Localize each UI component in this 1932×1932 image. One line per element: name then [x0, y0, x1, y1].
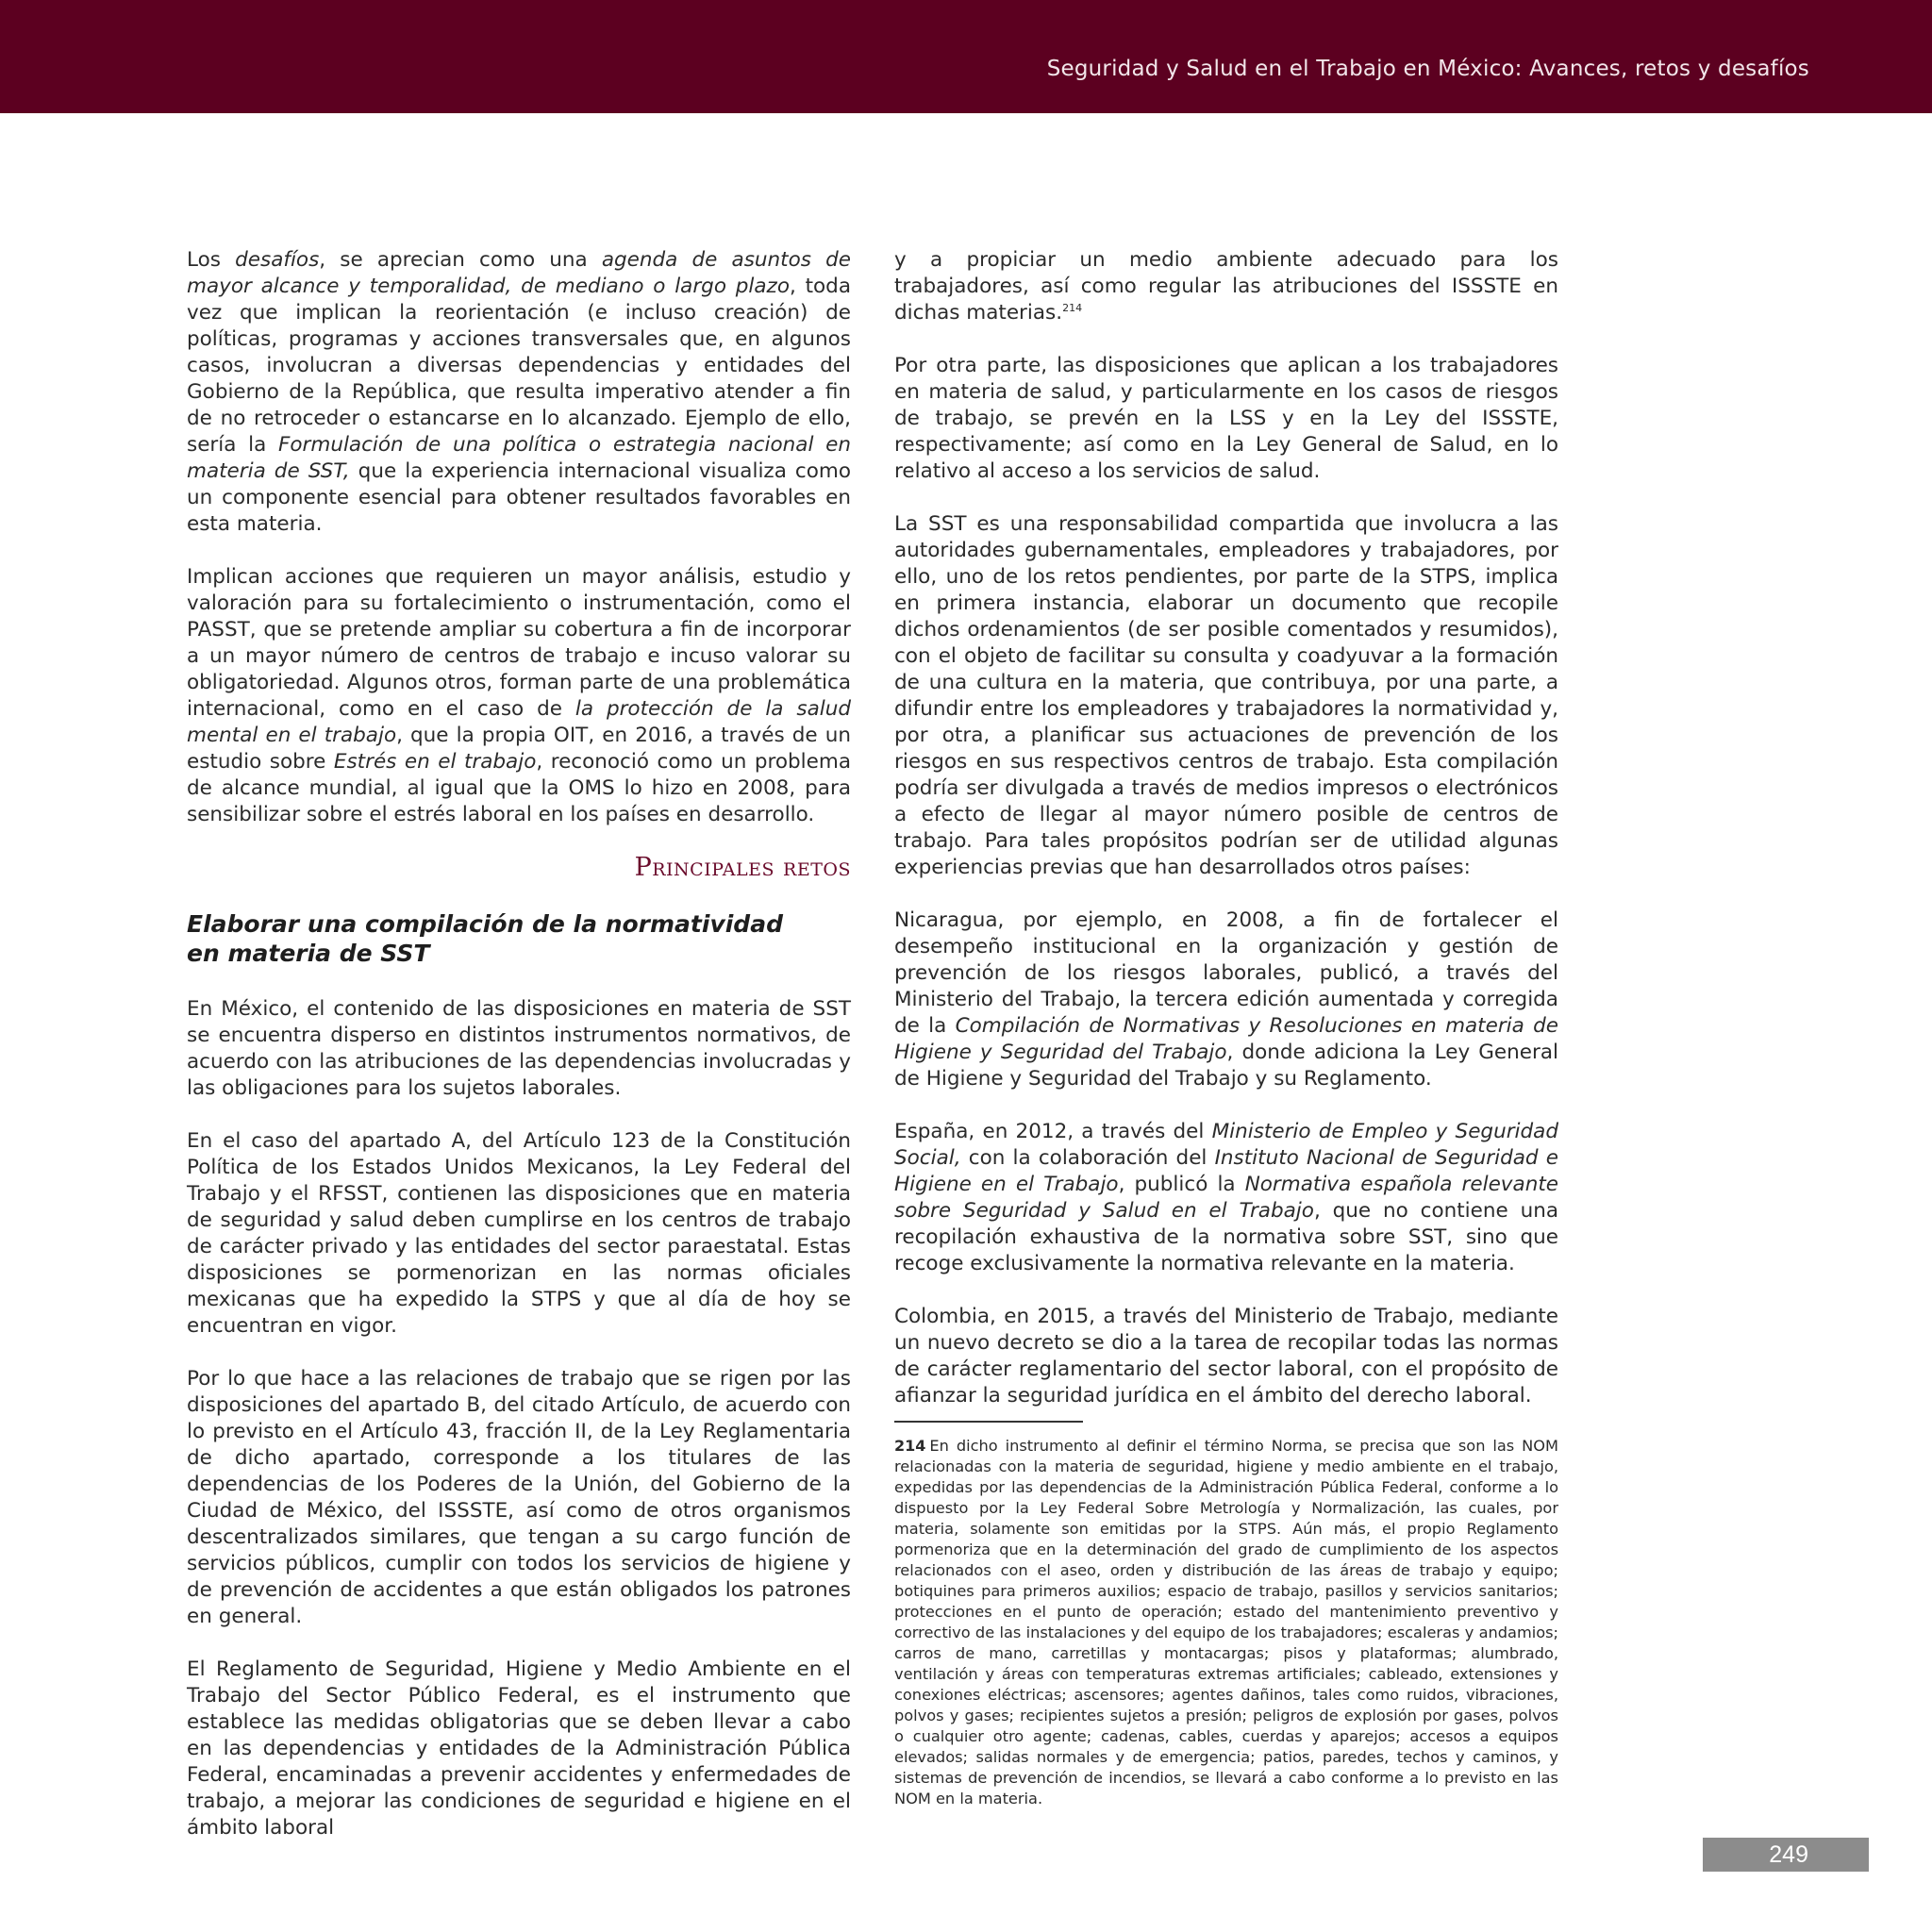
sub-heading [187, 909, 851, 968]
running-header-title: Seguridad y Salud en el Trabajo en México: Avances, retos y desafíos [1046, 57, 1809, 81]
footnote-divider [894, 1421, 1083, 1423]
footnote-number: 214 [894, 1437, 926, 1455]
paragraph: Los desafíos, se aprecian como una agenda de asuntos de mayor alcance y temporalidad, de mediano o largo plazo, toda vez que implican la reorientación (e incluso creación) de políticas, programas y acciones transversales que, en algunos casos, involucran a diversas dependencias y entidades del Gobierno de la República, que resulta imperativo atender a fin de no retroceder o estancarse en lo alcanzado. Ejemplo de ello, sería la Formulación de una política o estrategia nacional en materia de SST, que la experiencia internacional visualiza como un componente esencial para obtener resultados favorables en esta materia. [187, 248, 852, 536]
paragraph: España, en 2012, a través del Ministerio de Empleo y Seguridad Social, con la colaboración del Instituto Nacional de Seguridad e Higiene en el Trabajo, publicó la Normativa española relevante sobre Seguridad y Salud en el Trabajo, que no contiene una recopilación exhaustiva de la normativa sobre SST, sino que recoge exclusivamente la normativa relevante en la materia. [894, 1120, 1558, 1275]
paragraph: En el caso del apartado A, del Artículo 123 de la Constitución Política de los Estados Unidos Mexicanos, la Ley Federal del Trabajo y el RFSST, contienen las disposiciones que en materia de seguridad y salud deben cumplirse en los centros de trabajo de carácter privado y las entidades del sector paraestatal. Estas disposiciones se pormenorizan en las normas oficiales mexicanas que ha expedido la STPS y que al día de hoy se encuentran en vigor. [187, 1129, 851, 1338]
section-heading: Principales retos [634, 853, 851, 882]
paragraph: Por lo que hace a las relaciones de trabajo que se rigen por las disposiciones del apartado B, del citado Artículo, de acuerdo con lo previsto en el Artículo 43, fracción II, de la Ley Reglamentaria de dicho apartado, corresponde a los titulares de las dependencias de los Poderes de la Unión, del Gobierno de la Ciudad de México, del ISSSTE, así como de otros organismos descentralizados similares, que tengan a su cargo función de servicios públicos, cumplir con todos los servicios de higiene y de prevención de accidentes a que están obligados los patrones en general. [187, 1367, 851, 1628]
paragraph: Colombia, en 2015, a través del Ministerio de Trabajo, mediante un nuevo decreto se dio a la tarea de recopilar todas las normas de carácter reglamentario del sector laboral, con el propósito de afianzar la seguridad jurídica en el ámbito del derecho laboral. [894, 1305, 1558, 1407]
footnote-reference[interactable]: 214 [1062, 301, 1083, 314]
paragraph: El Reglamento de Seguridad, Higiene y Medio Ambiente en el Trabajo del Sector Público Federal, es el instrumento que establece las medidas obligatorias que se deben llevar a cabo en las dependencias y entidades de la Administración Pública Federal, encaminadas a prevenir accidentes y enfermedades de trabajo, a mejorar las condiciones de seguridad e higiene en el ámbito laboral [187, 1657, 851, 1840]
paragraph: Implican acciones que requieren un mayor análisis, estudio y valoración para su fortalecimiento o instrumentación, como el PASST, que se pretende ampliar su cobertura a fin de incorporar a un mayor número de centros de trabajo e incuso valorar su obligatoriedad. Algunos otros, forman parte de una problemática internacional, como en el caso de la protección de la salud mental en el trabajo, que la propia OIT, en 2016, a través de un estudio sobre Estrés en el trabajo, reconoció como un problema de alcance mundial, al igual que la OMS lo hizo en 2008, para sensibilizar sobre el estrés laboral en los países en desarrollo. [187, 565, 852, 826]
sub-heading-line: en materia de SST [187, 940, 430, 967]
footnote-text: En dicho instrumento al definir el término Norma, se precisa que son las NOM relacionadas con la materia de seguridad, higiene y medio ambiente en el trabajo, expedidas por las dependencias de la Administración Pública Federal, conforme a lo dispuesto por la Ley Federal Sobre Metrología y Normalización, las cuales, por materia, solamente son emitidas por la STPS. Aún más, el propio Reglamento pormenoriza que en la determinación del grado de cumplimiento de los aspectos relacionados con el aseo, orden y distribución de las áreas de trabajo y equipo; botiquines para primeros auxilios; espacio de trabajo, pasillos y servicios sanitarios; protecciones en el punto de operación; estado del mantenimiento preventivo y correctivo de las instalaciones y del equipo de los trabajadores; escaleras y andamios; carros de mano, carretillas y montacargas; pisos y plataformas; alumbrado, ventilación y áreas con temperaturas extremas artificiales; cableado, extensiones y conexiones eléctricas; ascensores; agentes dañinos, tales como ruidos, vibraciones, polvos y gases; recipientes sujetos a presión; peligros de explosión por gases, polvos o cualquier otro agente; cadenas, cables, cuerdas y aparejos; accesos a equipos elevados; salidas normales y de emergencia; patios, paredes, techos y caminos, y sistemas de prevención de incendios, se llevará a cabo conforme a lo previsto en las NOM en la materia. [894, 1437, 1558, 1807]
footnote [894, 1436, 1558, 1809]
page-number: 249 [1703, 1838, 1869, 1872]
header-band [0, 0, 1932, 113]
right-column [894, 247, 1558, 1809]
sub-heading-line: Elaborar una compilación de la normatividad [187, 910, 783, 938]
paragraph: En México, el contenido de las disposiciones en materia de SST se encuentra disperso en distintos instrumentos normativos, de acuerdo con las atribuciones de las dependencias involucradas y las obligaciones para los sujetos laborales. [187, 997, 851, 1100]
paragraph: Nicaragua, por ejemplo, en 2008, a fin de fortalecer el desempeño institucional en la organización y gestión de prevención de los riesgos laborales, publicó, a través del Ministerio del Trabajo, la tercera edición aumentada y corregida de la Compilación de Normativas y Resoluciones en materia de Higiene y Seguridad del Trabajo, donde adiciona la Ley General de Higiene y Seguridad del Trabajo y su Reglamento. [894, 908, 1558, 1091]
left-column [187, 247, 851, 1868]
paragraph: Por otra parte, las disposiciones que aplican a los trabajadores en materia de salud, y particularmente en los casos de riesgos de trabajo, se prevén en la LSS y en la Ley del ISSSTE, respectivamente; así como en la Ley General de Salud, en lo relativo al acceso a los servicios de salud. [894, 354, 1558, 483]
paragraph: y a propiciar un medio ambiente adecuado para los trabajadores, así como regular las atribuciones del ISSSTE en dichas materias.$^{214}$ [894, 248, 1558, 325]
paragraph: La SST es una responsabilidad compartida que involucra a las autoridades gubernamentales, empleadores y trabajadores, por ello, uno de los retos pendientes, por parte de la STPS, implica en primera instancia, elaborar un documento que recopile dichos ordenamientos (de ser posible comentados y resumidos), con el objeto de facilitar su consulta y coadyuvar a la formación de una cultura en la materia, que contribuya, por una parte, a difundir entre los empleadores y trabajadores la normatividad y, por otra, a planificar sus actuaciones de prevención de los riesgos en sus respectivos centros de trabajo. Esta compilación podría ser divulgada a través de medios impresos o electrónicos a efecto de llegar al mayor número posible de centros de trabajo. Para tales propósitos podrían ser de utilidad algunas experiencias previas que han desarrollados otros países: [894, 512, 1558, 879]
